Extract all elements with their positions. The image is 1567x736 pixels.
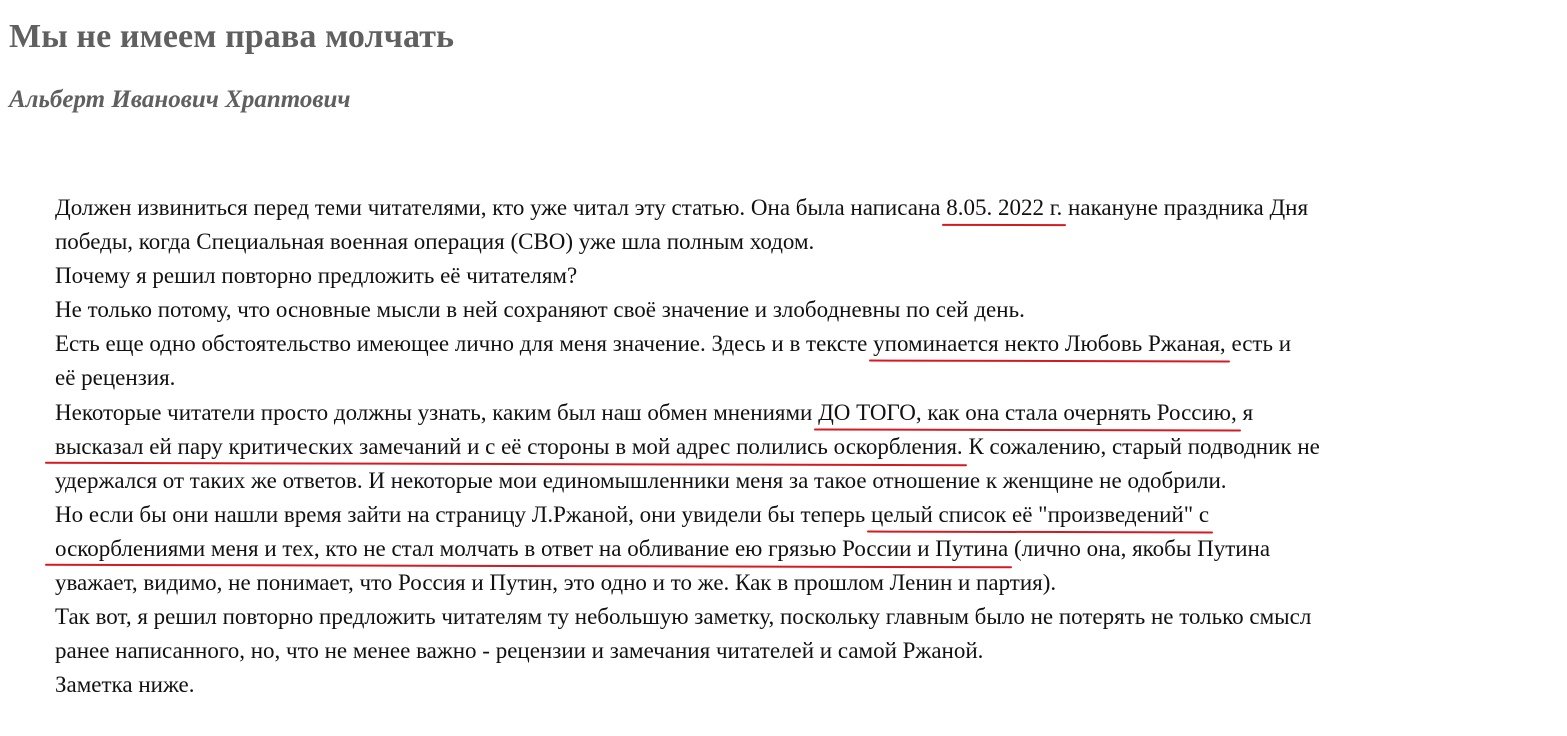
text-segment: Есть еще одно обстоятельство имеющее лично для меня значение. Здесь и в тексте: [55, 331, 874, 357]
body-line: её рецензия.: [55, 365, 176, 391]
body-line: [55, 430, 1555, 464]
highlighted-phrase: оскорблениями меня и тех, кто не стал молчать в ответ на обливание ею грязью России и Путина: [55, 535, 1009, 561]
text-segment: я: [1236, 399, 1254, 425]
body-line: [55, 396, 1555, 430]
body-line: уважает, видимо, не понимает, что Россия и Путин, это одно и то же. Как в прошлом Ленин и партия).: [55, 570, 1057, 596]
highlighted-phrase: целый список её "произведений" с: [871, 501, 1210, 527]
body-line: победы, когда Специальная военная операция (СВО) уже шла полным ходом.: [55, 229, 815, 255]
highlighted-phrase: высказал ей пару критических замечаний и с её стороны в мой адрес полились оскорбления.: [55, 433, 963, 459]
body-line: ранее написанного, но, что не менее важно - рецензии и замечания читателей и самой Ржаной.: [55, 638, 984, 664]
body-line: Не только потому, что основные мысли в ней сохраняют своё значение и злободневны по сей день.: [55, 297, 1025, 323]
highlighted-phrase: упоминается некто Любовь Ржаная,: [873, 331, 1226, 357]
body-line: удержался от таких же ответов. И некоторые мои единомышленники меня за такое отношение к женщине не одобрили.: [55, 467, 1227, 493]
text-segment: К сожалению, старый подводник не: [962, 433, 1320, 459]
article-title: Мы не имеем права молчать: [9, 18, 455, 55]
body-line: [55, 327, 1555, 361]
text-segment: Но если бы они нашли время зайти на страницу Л.Ржаной, они увидели бы теперь: [55, 501, 872, 527]
text-segment: есть и: [1225, 331, 1292, 357]
text-segment: (лично она, якобы Путина: [1008, 535, 1271, 561]
body-line: [55, 498, 1555, 532]
article-author: Альберт Иванович Храптович: [9, 86, 351, 113]
article-body: [55, 191, 1555, 702]
body-line: Так вот, я решил повторно предложить читателям ту небольшую заметку, поскольку главным было не потерять не только смысл: [55, 604, 1312, 630]
highlighted-phrase: ДО ТОГО, как она стала очернять Россию,: [818, 399, 1237, 425]
text-segment: Должен извиниться перед теми читателями, кто уже читал эту статью. Она была написана: [55, 195, 947, 220]
text-segment: Некоторые читатели просто должны узнать, каким был наш обмен мнениями: [55, 399, 819, 425]
body-line: Почему я решил повторно предложить её читателям?: [55, 263, 578, 289]
body-line: Заметка ниже.: [55, 672, 195, 698]
highlighted-date: 8.05. 2022 г.: [946, 195, 1063, 220]
text-segment: накануне праздника Дня: [1062, 195, 1309, 220]
body-line: [55, 191, 1555, 225]
body-line: [55, 532, 1555, 566]
